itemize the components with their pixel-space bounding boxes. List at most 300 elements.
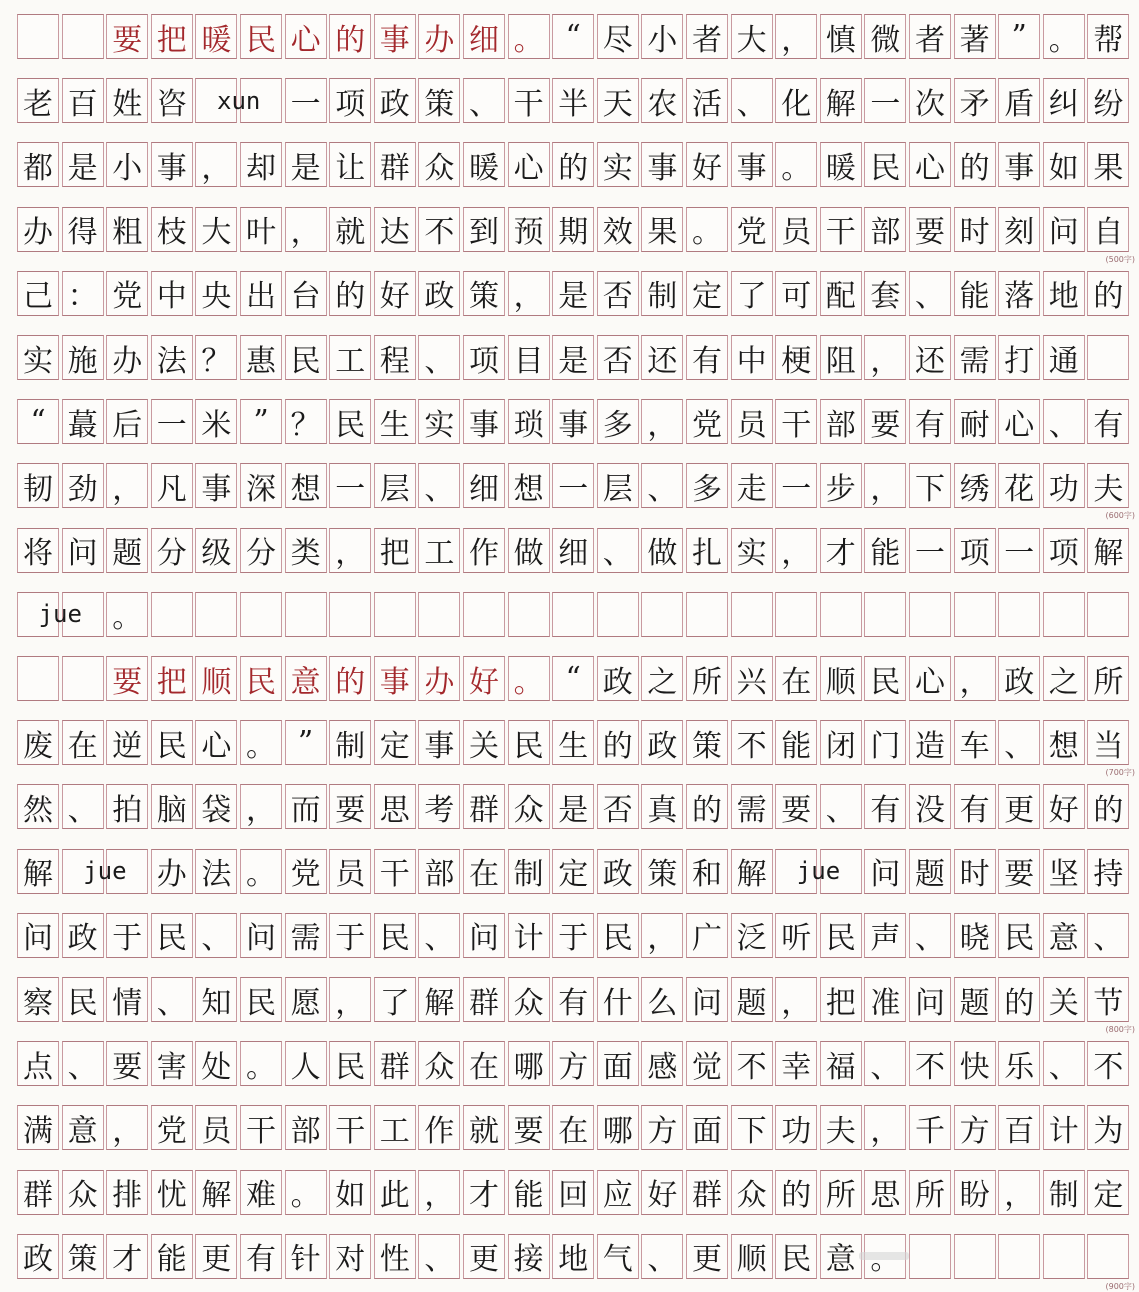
grid-char: 问: [67, 536, 98, 572]
grid-char: 把: [156, 664, 187, 700]
grid-char: 于: [335, 921, 366, 957]
grid-char: 咨: [156, 86, 187, 122]
grid-char: 下: [915, 471, 945, 507]
pinyin-text: jue: [38, 600, 82, 629]
grid-char: 、: [424, 471, 455, 507]
grid-char: 是: [558, 279, 589, 315]
grid-char: 作: [424, 1113, 455, 1149]
grid-char: 题: [112, 536, 143, 572]
grid-char: 将: [23, 536, 53, 572]
grid-row: [17, 207, 1124, 252]
grid-char: 政: [379, 86, 410, 122]
grid-char: 步: [825, 471, 856, 507]
grid-char: ，: [870, 471, 901, 507]
grid-char: 大: [736, 22, 767, 58]
grid-char: 众: [513, 792, 544, 828]
grid-char: 民: [870, 150, 901, 186]
grid-char: 干: [781, 407, 812, 443]
grid-char: 套: [870, 279, 901, 315]
grid-char: 之: [1048, 664, 1079, 700]
grid-char: ，: [781, 22, 812, 58]
grid-char: 。: [1048, 22, 1079, 58]
grid-char: 扎: [692, 536, 722, 572]
grid-cell: [954, 592, 996, 637]
grid-char: 性: [379, 1242, 410, 1278]
grid-char: 民: [67, 985, 98, 1021]
grid-char: ，: [647, 921, 678, 957]
grid-char: 群: [692, 1178, 722, 1214]
grid-char: 干: [335, 1113, 366, 1149]
grid-char: 不: [736, 728, 767, 764]
grid-char: 类: [290, 536, 321, 572]
grid-char: 、: [424, 921, 455, 957]
grid-char: “: [565, 19, 581, 54]
grid-char: 把: [156, 22, 187, 58]
grid-char: 、: [647, 1242, 678, 1278]
grid-char: 走: [736, 471, 767, 507]
grid-char: 造: [915, 728, 945, 764]
grid-cell: [1087, 592, 1129, 637]
grid-char: 配: [825, 279, 856, 315]
grid-char: 、: [736, 86, 767, 122]
grid-char: 察: [23, 985, 53, 1021]
grid-row: [17, 1105, 1124, 1150]
grid-char: 到: [469, 215, 499, 251]
grid-char: 能: [156, 1242, 187, 1278]
pinyin-text: jue: [83, 857, 127, 886]
grid-char: 民: [156, 728, 187, 764]
grid-char: 事: [379, 664, 410, 700]
grid-char: 满: [23, 1113, 53, 1149]
grid-char: 脑: [156, 792, 187, 828]
grid-char: 的: [1093, 279, 1124, 315]
grid-char: 的: [1004, 985, 1035, 1021]
grid-char: 对: [335, 1242, 366, 1278]
grid-char: 如: [335, 1178, 366, 1214]
grid-char: 了: [379, 985, 410, 1021]
grid-char: 方: [959, 1113, 990, 1149]
grid-char: 要: [513, 1113, 544, 1149]
grid-cell: [1087, 1234, 1129, 1279]
grid-char: 、: [201, 921, 232, 957]
grid-char: 真: [647, 792, 678, 828]
grid-char: 解: [201, 1178, 232, 1214]
grid-char: 民: [335, 1049, 366, 1085]
grid-char: 处: [201, 1049, 232, 1085]
grid-char: 实: [602, 150, 633, 186]
grid-char: 期: [558, 215, 589, 251]
word-count-marker: (900字): [1105, 1281, 1135, 1291]
grid-char: ，: [647, 407, 678, 443]
grid-char: 才: [112, 1242, 143, 1278]
grid-char: 题: [915, 857, 945, 893]
grid-char: 。: [290, 1178, 321, 1214]
grid-char: 心: [915, 150, 945, 186]
grid-char: 意: [825, 1242, 856, 1278]
grid-char: 不: [1093, 1049, 1124, 1085]
grid-char: 。: [246, 857, 276, 893]
grid-char: 解: [23, 857, 53, 893]
grid-char: 部: [825, 407, 856, 443]
grid-char: 民: [825, 921, 856, 957]
grid-char: 有: [558, 985, 589, 1021]
grid-char: 功: [781, 1113, 812, 1149]
grid-char: 。: [513, 664, 544, 700]
grid-char: 问: [915, 985, 945, 1021]
grid-char: 者: [692, 22, 722, 58]
grid-char: 夫: [825, 1113, 856, 1149]
grid-char: 得: [67, 215, 98, 251]
grid-char: 面: [692, 1113, 722, 1149]
grid-char: 就: [335, 215, 366, 251]
grid-char: 央: [201, 279, 232, 315]
grid-char: 乐: [1004, 1049, 1035, 1085]
grid-char: 做: [647, 536, 678, 572]
grid-char: 。: [692, 215, 722, 251]
grid-char: 顺: [736, 1242, 767, 1278]
grid-char: 解: [424, 985, 455, 1021]
grid-char: 众: [424, 150, 455, 186]
grid-char: 当: [1093, 728, 1124, 764]
grid-char: 知: [201, 985, 232, 1021]
grid-char: 什: [602, 985, 633, 1021]
grid-char: 面: [602, 1049, 633, 1085]
grid-char: 需: [736, 792, 767, 828]
grid-char: 没: [915, 792, 945, 828]
grid-char: 台: [290, 279, 321, 315]
grid-char: 点: [23, 1049, 53, 1085]
pinyin-text: xun: [217, 86, 261, 115]
grid-char: 问: [469, 921, 499, 957]
grid-char: 民: [1004, 921, 1035, 957]
grid-char: 纠: [1048, 86, 1079, 122]
grid-char: 有: [1093, 407, 1124, 443]
grid-char: 事: [1004, 150, 1035, 186]
grid-char: 施: [67, 343, 98, 379]
grid-char: 办: [156, 857, 187, 893]
grid-char: 心: [513, 150, 544, 186]
grid-char: 自: [1093, 215, 1124, 251]
grid-char: 小: [112, 150, 143, 186]
grid-char: ，: [112, 471, 143, 507]
grid-char: 更: [469, 1242, 499, 1278]
grid-char: 还: [915, 343, 945, 379]
grid-char: 是: [558, 792, 589, 828]
grid-char: 、: [915, 921, 945, 957]
grid-char: 车: [959, 728, 990, 764]
grid-char: 花: [1004, 471, 1035, 507]
grid-char: ”: [253, 404, 269, 440]
grid-char: 者: [915, 22, 945, 58]
grid-char: 不: [736, 1049, 767, 1085]
grid-char: 众: [736, 1178, 767, 1214]
grid-cell: [909, 592, 951, 637]
grid-char: 的: [602, 728, 633, 764]
grid-row: [17, 1041, 1124, 1086]
grid-char: 通: [1048, 343, 1079, 379]
grid-row: [17, 399, 1124, 444]
grid-char: 琐: [513, 407, 544, 443]
grid-char: 事: [424, 728, 455, 764]
grid-char: 、: [1093, 921, 1124, 957]
grid-row: [17, 1170, 1124, 1215]
grid-char: 有: [959, 792, 990, 828]
grid-row: [17, 849, 1124, 894]
grid-char: 一: [156, 407, 187, 443]
grid-row: [17, 977, 1124, 1022]
grid-char: 的: [335, 22, 366, 58]
grid-char: 惠: [246, 343, 276, 379]
grid-char: 细: [469, 22, 499, 58]
grid-char: ，: [246, 792, 276, 828]
grid-char: 小: [647, 22, 678, 58]
grid-char: 矛: [959, 86, 990, 122]
grid-char: 实: [23, 343, 53, 379]
grid-char: 粗: [112, 215, 143, 251]
grid-char: 办: [424, 664, 455, 700]
grid-char: 党: [156, 1113, 187, 1149]
grid-char: 微: [870, 22, 901, 58]
grid-char: 意: [67, 1113, 98, 1149]
grid-char: 的: [335, 664, 366, 700]
grid-char: 回: [558, 1178, 589, 1214]
grid-char: 更: [1004, 792, 1035, 828]
grid-char: 民: [602, 921, 633, 957]
grid-char: 著: [959, 22, 990, 58]
grid-char: 盾: [1004, 86, 1035, 122]
grid-char: 、: [1048, 407, 1079, 443]
grid-char: 更: [692, 1242, 722, 1278]
grid-char: 事: [379, 22, 410, 58]
grid-row: [17, 335, 1113, 380]
grid-char: 办: [424, 22, 455, 58]
grid-char: 民: [246, 664, 276, 700]
grid-char: 时: [959, 857, 990, 893]
grid-char: 项: [335, 86, 366, 122]
grid-char: 分: [246, 536, 276, 572]
grid-char: 、: [825, 792, 856, 828]
grid-char: 果: [1093, 150, 1124, 186]
grid-char: 化: [781, 86, 812, 122]
grid-char: 、: [156, 985, 187, 1021]
grid-char: ？: [290, 407, 321, 443]
grid-char: 党: [736, 215, 767, 251]
grid-char: 己: [23, 279, 53, 315]
grid-char: 帮: [1093, 22, 1124, 58]
grid-char: 策: [469, 279, 499, 315]
grid-char: 百: [1004, 1113, 1035, 1149]
grid-char: 思: [379, 792, 410, 828]
grid-char: 暖: [201, 22, 232, 58]
grid-char: 不: [915, 1049, 945, 1085]
grid-row: [17, 78, 1124, 123]
grid-char: 所: [692, 664, 722, 700]
grid-char: 员: [736, 407, 767, 443]
grid-char: 情: [112, 985, 143, 1021]
grid-cell: [686, 592, 728, 637]
grid-char: 政: [67, 921, 98, 957]
grid-char: “: [30, 404, 46, 440]
grid-char: 在: [558, 1113, 589, 1149]
grid-char: 有: [915, 407, 945, 443]
grid-cell: [775, 592, 817, 637]
grid-char: 能: [959, 279, 990, 315]
grid-char: 定: [379, 728, 410, 764]
grid-char: 梗: [781, 343, 812, 379]
grid-cell: [552, 592, 594, 637]
grid-char: 叶: [246, 215, 276, 251]
grid-char: 盼: [959, 1178, 990, 1214]
grid-char: 能: [513, 1178, 544, 1214]
grid-char: 难: [246, 1178, 276, 1214]
grid-char: 众: [513, 985, 544, 1021]
grid-char: ，: [112, 1113, 143, 1149]
grid-cell: [62, 14, 104, 59]
grid-char: 政: [602, 857, 633, 893]
grid-char: 泛: [736, 921, 767, 957]
grid-cell: [641, 592, 683, 637]
grid-char: 拍: [112, 792, 143, 828]
grid-char: ，: [335, 536, 366, 572]
grid-char: 做: [513, 536, 544, 572]
grid-char: 中: [736, 343, 767, 379]
grid-char: 考: [424, 792, 455, 828]
grid-char: 地: [558, 1242, 589, 1278]
grid-char: 一: [1004, 536, 1035, 572]
grid-char: 好: [692, 150, 722, 186]
grid-cell: [998, 592, 1040, 637]
grid-char: 了: [736, 279, 767, 315]
grid-char: 实: [424, 407, 455, 443]
grid-char: 计: [513, 921, 544, 957]
grid-char: 要: [112, 664, 143, 700]
grid-char: 民: [513, 728, 544, 764]
grid-cell: [864, 592, 906, 637]
grid-char: 要: [781, 792, 812, 828]
grid-char: 次: [915, 86, 945, 122]
grid-char: 幸: [781, 1049, 812, 1085]
grid-cell: [17, 14, 59, 59]
grid-cell: [909, 1234, 951, 1279]
grid-char: 准: [870, 985, 901, 1021]
grid-char: 解: [736, 857, 767, 893]
grid-char: 出: [246, 279, 276, 315]
grid-char: 事: [201, 471, 232, 507]
grid-char: 一: [558, 471, 589, 507]
grid-char: 需: [959, 343, 990, 379]
grid-char: 广: [692, 921, 722, 957]
word-count-marker: (700字): [1105, 768, 1135, 778]
grid-char: 意: [290, 664, 321, 700]
grid-char: 定: [1093, 1178, 1124, 1214]
grid-char: ”: [297, 725, 314, 761]
grid-char: 是: [558, 343, 589, 379]
grid-char: 分: [156, 536, 187, 572]
grid-char: ，: [424, 1178, 455, 1214]
grid-char: ，: [290, 215, 321, 251]
grid-char: 哪: [602, 1113, 633, 1149]
grid-char: 方: [647, 1113, 678, 1149]
grid-char: ，: [870, 343, 901, 379]
grid-char: 法: [156, 343, 187, 379]
grid-char: 绣: [959, 471, 990, 507]
grid-char: ，: [1004, 1178, 1035, 1214]
grid-char: 想: [513, 471, 544, 507]
grid-char: 好: [469, 664, 499, 700]
grid-char: 群: [379, 1049, 410, 1085]
grid-char: 却: [246, 150, 276, 186]
grid-char: 民: [290, 343, 321, 379]
grid-char: 想: [290, 471, 321, 507]
grid-char: 群: [23, 1178, 53, 1214]
grid-char: 、: [424, 343, 455, 379]
grid-char: 蕞: [67, 407, 98, 443]
grid-char: 干: [513, 86, 544, 122]
grid-char: 更: [201, 1242, 232, 1278]
grid-char: 凡: [156, 471, 187, 507]
grid-row: [17, 1234, 1113, 1279]
grid-char: 多: [602, 407, 633, 443]
grid-char: 如: [1048, 150, 1079, 186]
grid-char: 心: [915, 664, 945, 700]
grid-char: 生: [558, 728, 589, 764]
grid-char: 心: [1004, 407, 1035, 443]
word-count-marker: (800字): [1105, 1025, 1135, 1034]
grid-char: 员: [335, 857, 366, 893]
grid-char: 所: [915, 1178, 945, 1214]
grid-char: ，: [781, 536, 812, 572]
grid-char: 、: [915, 279, 945, 315]
grid-row: [17, 14, 1124, 59]
grid-char: 工: [379, 1113, 410, 1149]
grid-char: 在: [67, 728, 98, 764]
grid-char: 干: [825, 215, 856, 251]
grid-char: 天: [602, 86, 633, 122]
grid-char: 、: [1004, 728, 1035, 764]
grid-cell: [329, 592, 371, 637]
grid-char: 一: [335, 471, 366, 507]
grid-char: 。: [246, 728, 276, 764]
grid-char: 级: [201, 536, 232, 572]
grid-char: 觉: [692, 1049, 722, 1085]
grid-char: 方: [558, 1049, 589, 1085]
grid-char: 快: [959, 1049, 990, 1085]
grid-char: 程: [379, 343, 410, 379]
grid-char: 达: [379, 215, 410, 251]
grid-char: 政: [1004, 664, 1035, 700]
grid-char: 顺: [201, 664, 232, 700]
grid-char: 要: [335, 792, 366, 828]
grid-char: 党: [692, 407, 722, 443]
grid-char: 的: [335, 279, 366, 315]
grid-char: 能: [870, 536, 901, 572]
grid-char: 制: [513, 857, 544, 893]
grid-char: 否: [602, 343, 633, 379]
grid-char: 定: [558, 857, 589, 893]
grid-char: 大: [201, 215, 232, 251]
grid-char: 、: [469, 86, 499, 122]
grid-char: 心: [290, 22, 321, 58]
grid-char: 部: [870, 215, 901, 251]
grid-char: 效: [602, 215, 633, 251]
grid-char: 于: [558, 921, 589, 957]
grid-char: 哪: [513, 1049, 544, 1085]
grid-row: [17, 784, 1124, 829]
grid-char: 夫: [1093, 471, 1124, 507]
grid-char: 否: [602, 792, 633, 828]
grid-char: 心: [201, 728, 232, 764]
grid-row: [17, 592, 1113, 637]
